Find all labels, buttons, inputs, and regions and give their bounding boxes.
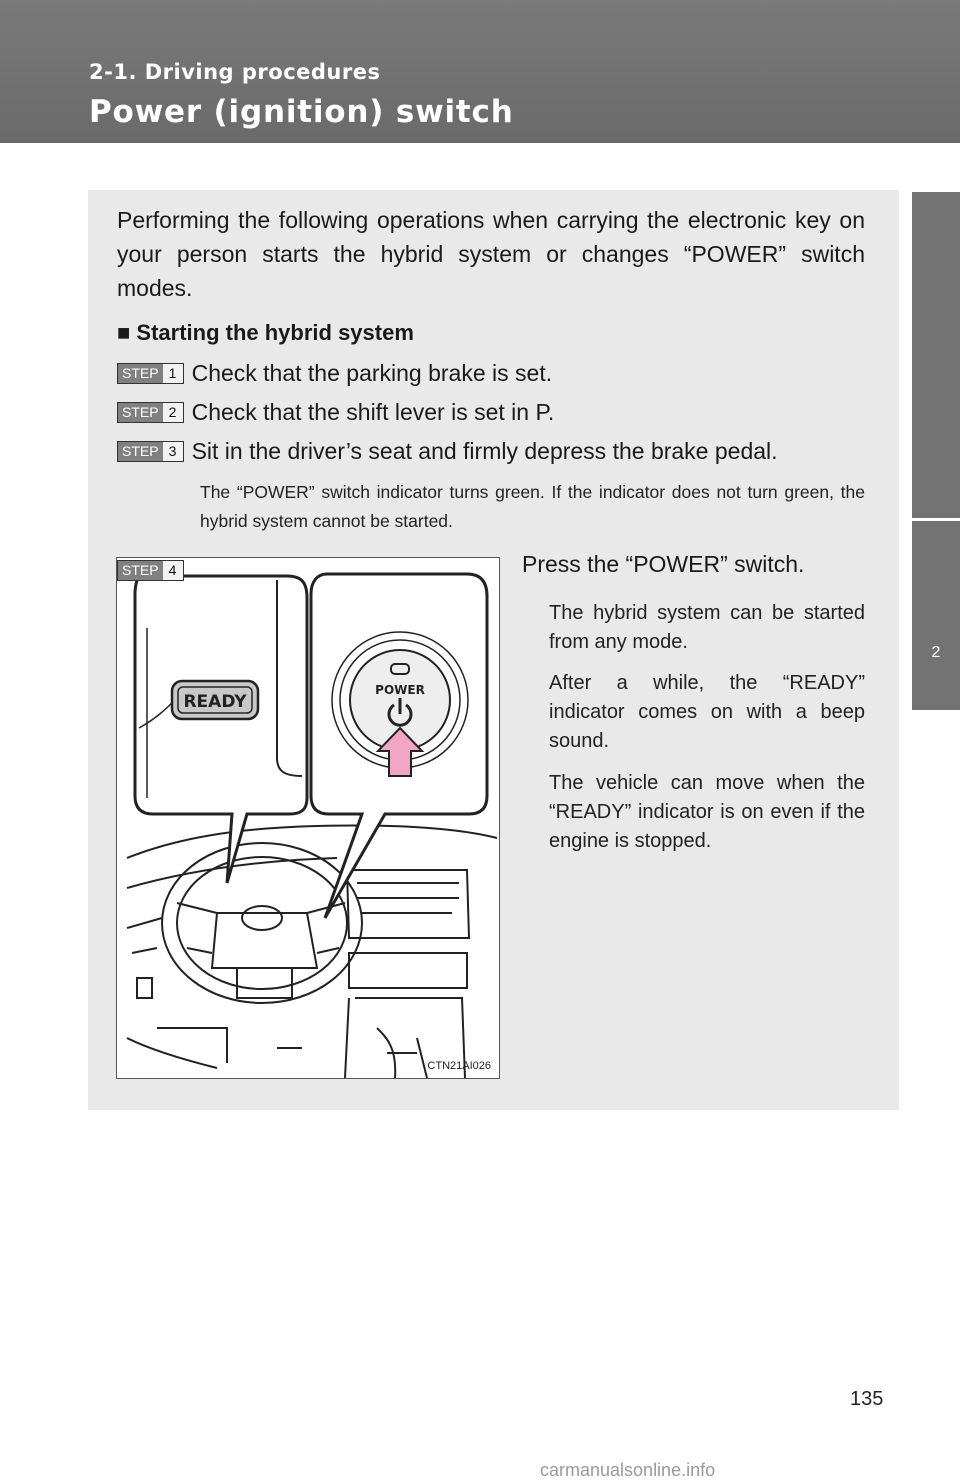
chapter-tab[interactable] xyxy=(912,192,960,826)
step-4-note-1: The hybrid system can be started from any mode. xyxy=(549,602,865,653)
dashboard-drawing xyxy=(117,558,500,1079)
step-4-badge xyxy=(117,560,192,581)
figure-code: CTN21AI026 xyxy=(427,1060,491,1072)
page-header xyxy=(0,0,960,143)
page-title: Power (ignition) switch xyxy=(89,94,514,130)
intro-paragraph: Performing the following operations when carrying the electronic key on your person starts the hybrid system or changes “POWER” switch modes. xyxy=(117,207,865,301)
step-3-note: The “POWER” switch indicator turns green. If the indicator does not turn green, the hybrid system cannot be started. xyxy=(200,482,865,531)
subheading: ■ Starting the hybrid system xyxy=(117,320,414,345)
step-4-note-3: The vehicle can move when the “READY” indicator is on even if the engine is stopped. xyxy=(549,772,865,852)
chapter-label: When driving xyxy=(928,732,945,826)
watermark: carmanualsonline.info xyxy=(540,1460,716,1480)
step-2 xyxy=(117,399,554,426)
page-number: 135 xyxy=(850,1388,884,1410)
step-text: Check that the shift lever is set in P. xyxy=(191,399,555,425)
ready-indicator-label: READY xyxy=(183,692,247,712)
step-badge: STEP 4 xyxy=(117,560,184,581)
step-badge: STEP 3 xyxy=(117,441,184,462)
step-4-text: Press the “POWER” switch. xyxy=(522,551,805,577)
step-1 xyxy=(117,360,552,387)
step-4-note-2: After a while, the “READY” indicator comes on with a beep sound. xyxy=(549,672,865,752)
step-3 xyxy=(117,438,778,465)
chapter-number: 2 xyxy=(931,644,941,661)
step-badge: STEP 1 xyxy=(117,363,184,384)
section-title: 2-1. Driving procedures xyxy=(89,60,381,84)
power-switch-illustration xyxy=(116,557,500,1079)
step-badge: STEP 2 xyxy=(117,402,184,423)
step-text: Check that the parking brake is set. xyxy=(191,360,553,386)
tab-divider xyxy=(912,518,960,521)
power-switch-label: POWER xyxy=(375,683,425,697)
step-text: Sit in the driver’s seat and firmly depress the brake pedal. xyxy=(191,438,778,464)
